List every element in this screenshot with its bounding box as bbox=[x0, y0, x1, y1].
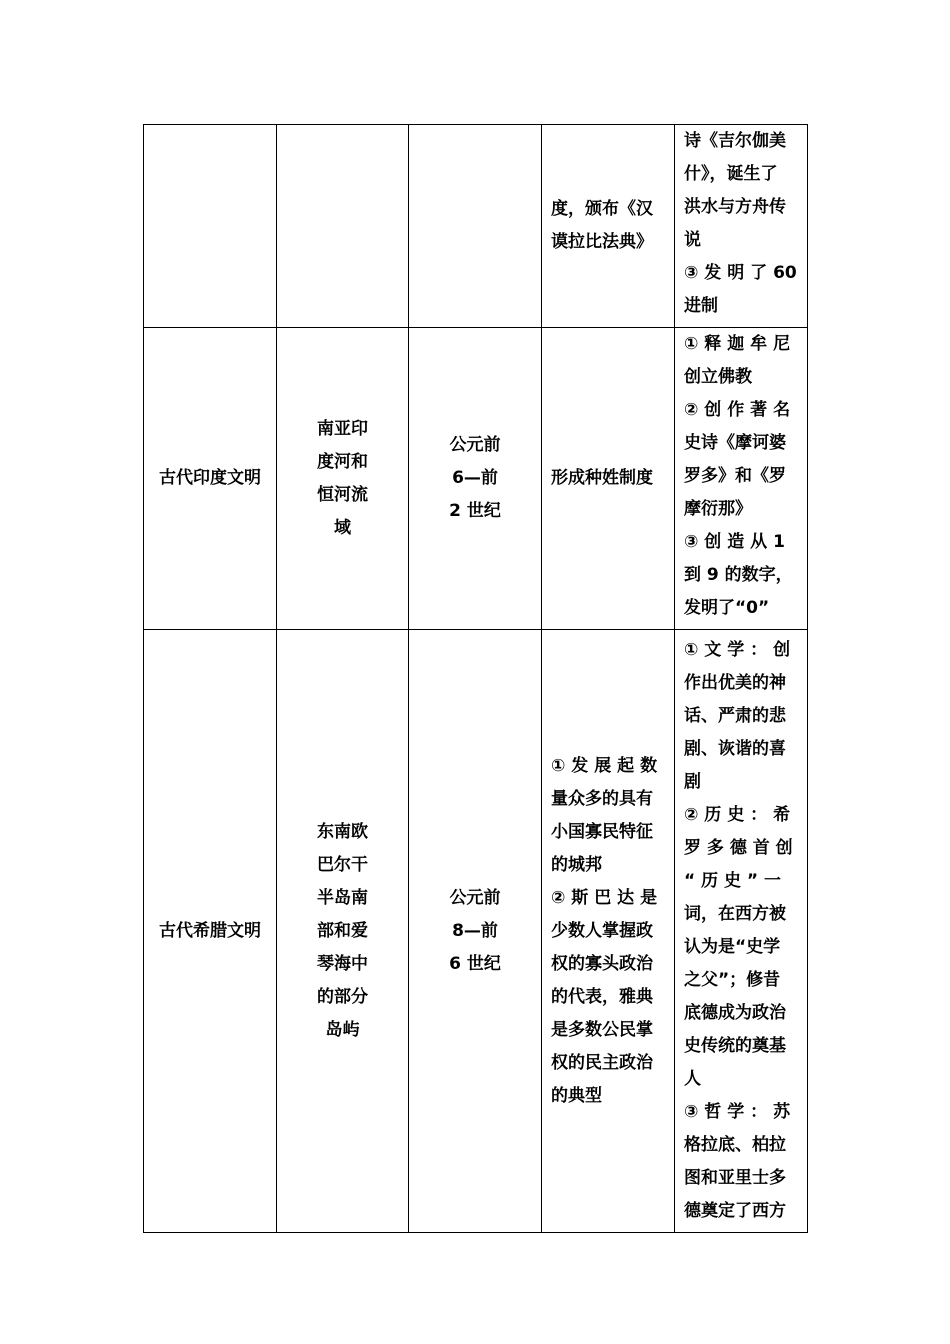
cell-line: 公元前 bbox=[449, 887, 501, 908]
cell-line: 域 bbox=[334, 517, 351, 538]
cell-line: 量众多的具有 bbox=[551, 788, 653, 809]
cell-line: 史传统的奠基 bbox=[684, 1036, 786, 1056]
cell-line: 度河和 bbox=[317, 451, 368, 472]
cell-line: ③ 哲 学 ： 苏 bbox=[684, 1102, 791, 1122]
cell-line: 诗《吉尔伽美 bbox=[684, 131, 786, 151]
cell-culture bbox=[675, 125, 808, 328]
table-row bbox=[144, 630, 808, 1233]
cell-line: 部和爱 bbox=[317, 920, 368, 941]
cell-culture bbox=[675, 630, 808, 1233]
cell-line: 德奠定了西方 bbox=[684, 1201, 786, 1221]
cell-civilization bbox=[144, 125, 277, 328]
cell-line: 之父”；修昔 bbox=[684, 970, 781, 990]
cell-line: 底德成为政治 bbox=[684, 1003, 786, 1023]
cell-line: ② 历 史 ： 希 bbox=[684, 805, 791, 825]
cell-line: ② 创 作 著 名 bbox=[684, 400, 791, 420]
cell-line: 剧 bbox=[684, 772, 701, 792]
cell-politics bbox=[542, 630, 675, 1233]
cell-line: 的部分 bbox=[317, 986, 368, 1007]
table-row bbox=[144, 328, 808, 630]
cell-line: 图和亚里士多 bbox=[684, 1168, 786, 1188]
cell-region bbox=[277, 125, 409, 328]
cell-culture bbox=[675, 328, 808, 630]
cell-line: 进制 bbox=[684, 296, 718, 316]
cell-line: ① 发 展 起 数 bbox=[551, 755, 658, 776]
cell-line: 说 bbox=[684, 230, 701, 250]
cell-line: 2 世纪 bbox=[449, 501, 501, 521]
cell-line: 是多数公民掌 bbox=[551, 1019, 653, 1040]
cell-line: 恒河流 bbox=[317, 484, 368, 505]
cell-region bbox=[277, 328, 409, 630]
cell-line: 的城邦 bbox=[551, 854, 602, 875]
cell-line: 发明了“0” bbox=[684, 598, 770, 618]
cell-region bbox=[277, 630, 409, 1233]
cell-line: 谟拉比法典》 bbox=[551, 232, 653, 252]
cell-line: 岛屿 bbox=[325, 1019, 360, 1040]
cell-line: ③ 创 造 从 1 bbox=[684, 532, 785, 552]
cell-line: 权的民主政治 bbox=[551, 1052, 653, 1073]
cell-line: 洪水与方舟传 bbox=[684, 197, 786, 217]
cell-line: ③ 发 明 了 60 bbox=[684, 263, 797, 283]
cell-line: 南亚印 bbox=[317, 418, 368, 439]
cell-line: 巴尔干 bbox=[317, 854, 368, 875]
cell-line: 权的寡头政治 bbox=[551, 953, 653, 974]
cell-time bbox=[409, 328, 542, 630]
cell-line: 作出优美的神 bbox=[684, 673, 786, 693]
cell-line: 的典型 bbox=[551, 1085, 602, 1106]
cell-line: 词，在西方被 bbox=[684, 904, 786, 924]
cell-time bbox=[409, 125, 542, 328]
cell-line: ① 释 迦 牟 尼 bbox=[684, 334, 791, 354]
cell-line: 形成种姓制度 bbox=[551, 468, 653, 488]
cell-politics bbox=[542, 125, 675, 328]
cell-line: 人 bbox=[684, 1069, 701, 1089]
cell-line: 什》，诞生了 bbox=[684, 164, 778, 184]
cell-line: ② 斯 巴 达 是 bbox=[551, 887, 658, 908]
cell-line: “ 历 史 ” 一 bbox=[684, 871, 782, 891]
cell-line: 度，颁布《汉 bbox=[551, 199, 653, 219]
cell-line: 琴海中 bbox=[317, 953, 368, 974]
civilization-table bbox=[143, 124, 808, 1233]
cell-line: 6 世纪 bbox=[449, 953, 501, 974]
cell-line: 创立佛教 bbox=[684, 367, 752, 387]
cell-line: 认为是“史学 bbox=[684, 937, 781, 957]
cell-line: 东南欧 bbox=[317, 821, 368, 842]
cell-line: ① 文 学 ： 创 bbox=[684, 640, 791, 660]
cell-line: 少数人掌握政 bbox=[551, 920, 653, 941]
cell-line: 史诗《摩诃婆 bbox=[684, 433, 786, 453]
cell-line: 话、严肃的悲 bbox=[684, 706, 786, 726]
cell-line: 半岛南 bbox=[317, 887, 368, 908]
cell-line: 小国寡民特征 bbox=[551, 821, 653, 842]
cell-civilization: 古代希腊文明 bbox=[144, 630, 277, 1233]
cell-line: 剧、诙谐的喜 bbox=[684, 739, 786, 759]
cell-line: 8—前 bbox=[452, 920, 498, 941]
cell-line: 的代表，雅典 bbox=[551, 986, 653, 1007]
table-row bbox=[144, 125, 808, 328]
cell-politics bbox=[542, 328, 675, 630]
cell-line: 罗 多 德 首 创 bbox=[684, 838, 793, 858]
cell-line: 公元前 bbox=[449, 435, 501, 455]
cell-line: 到 9 的数字， bbox=[684, 565, 793, 585]
cell-line: 6—前 bbox=[452, 468, 498, 488]
cell-civilization: 古代印度文明 bbox=[144, 328, 277, 630]
cell-line: 格拉底、柏拉 bbox=[684, 1135, 786, 1155]
cell-line: 罗多》和《罗 bbox=[684, 466, 786, 486]
cell-line: 摩衍那》 bbox=[684, 499, 752, 519]
cell-time bbox=[409, 630, 542, 1233]
